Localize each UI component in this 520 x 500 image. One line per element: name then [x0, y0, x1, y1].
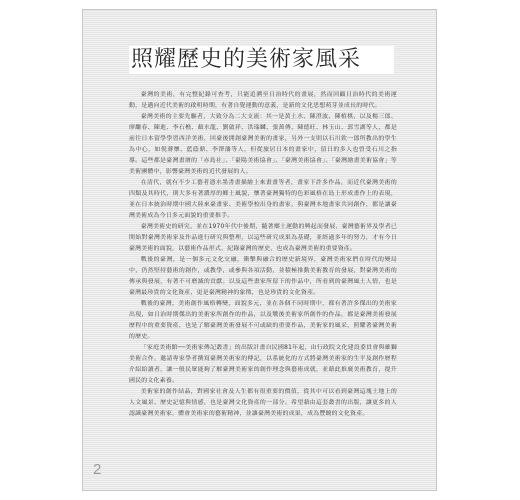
page-title: 照耀歷史的美術家風采 — [131, 47, 362, 72]
paragraph-7: 「家庭美術館──美術家傳記叢書」的出版計畫自民國81年起，由行政院文化建設委員會與雄獅美術合作，邀請專家學者撰寫臺灣美術家的傳記，以系統化的方式將臺灣美術家的生平及創作歷程介紹給讀者，讓一般民眾能夠了解臺灣美術家的創作理念與藝術成就，並藉此推廣美術教育，提升國民的文化素養。 — [129, 345, 397, 384]
paragraph-6: 戰後的臺灣，美術創作風格轉變，面貌多元，並在各個不同時期中，都有著許多傑出的美術家出現，如日治時期傑出的美術家所創作的作品，以及戰後美術家所創作的作品，都是臺灣美術發展歷程中的重要資產，也是了解臺灣美術發展不可或缺的重要作品，美術家的風采，照耀著臺灣美術的歷史。 — [129, 301, 397, 340]
title-banner — [129, 46, 394, 74]
paragraph-2: 臺灣美術的主要先驅者，大致分為二大支流：其一是黃土水、陳澄波、陳植棋、以及楊三郎、廖繼春、陳進、李石樵、顏水龍、劉啟祥、洪瑞麟、張萬傳、陳德旺、林玉山、郭雪湖等人，都是前往日本留學學習西洋美術，回臺後開創臺灣美術的畫家，另外一支則以石川欽一郎所教出的學生為中心，如倪蔣懷、藍蔭鼎、李澤藩等人，但從旅居日本的畫家中，留日的多人也曾受石川之指導。這些都是臺灣畫壇的「赤島社」、「臺陽美術協會」、「臺灣美術協會」、「臺灣繪畫美術協會」等美術團體中，影響臺灣美術的近代發展的人。 — [129, 114, 397, 175]
paragraph-1: 臺灣的美術，有完整紀錄可查考，只能追溯至日治時代的畫展，然而回顧日治時代的美術運動，是邁向近代美術的啟明時期，有著自覺運動的意義，是新的文化思想萌芽並成長的時代。 — [129, 92, 397, 109]
paragraph-8: 美術家的創作結晶，對國家社會及人生都有很重要的價值，從其中可以看到臺灣這塊土地上的人文風景、歷史記憶與情感，也是臺灣文化資產的一部分。希望藉由這套叢書的出版，讓更多的人認識臺灣美術家，體會美術家的藝術精神，並讓臺灣美術的成果，成為豐饒的文化資產。 — [129, 389, 397, 417]
page-number: 2 — [93, 461, 102, 478]
paragraph-3: 在清代，就有不少工藝者憑水墨書畫描繪上來畫畫等者，畫家下許多作品，而近代臺灣美術的四類及其時代，則大多有著濃厚的鄉土風貌，懷著臺灣獨特的色彩風格在島上形成畫作上的表現，並在日本統治時期中國大陸來臺畫家、美術學校出身的畫家，與臺灣本地畫家共同創作，都是讓臺灣美術成為今日多元面貌的重要推手。 — [129, 180, 397, 219]
paragraph-5: 戰後的臺灣，是一個多元文化交融，衝擊與融合的歷史新境界，臺灣美術家們在時代的變局中，仍然堅持藝術的創作，或教學，或參與各項活動，並積極推動美術教育的發展，對臺灣美術的傳承與發展，有著不可磨滅的貢獻。以及這些畫家所留下的作品中，所看到的臺灣風土人情，也是臺灣最珍貴的文化資產，更是臺灣精神的象徵，也是珍貴的文化資產。 — [129, 257, 397, 296]
paragraph-4: 臺灣美術史的研究，並在1970年代中後期，隨著鄉土運動的興起而發展，臺灣藝術界及學者已開始對臺灣美術家及作品進行研究與整理，以這些研究成果為基礎，並經過多年的努力，才有今日臺灣美術的面貌，以藝術作品形式，紀錄臺灣的歷史，也成為臺灣美術的重要資產。 — [129, 224, 397, 252]
body-text — [129, 90, 397, 420]
document-page — [82, 9, 437, 491]
